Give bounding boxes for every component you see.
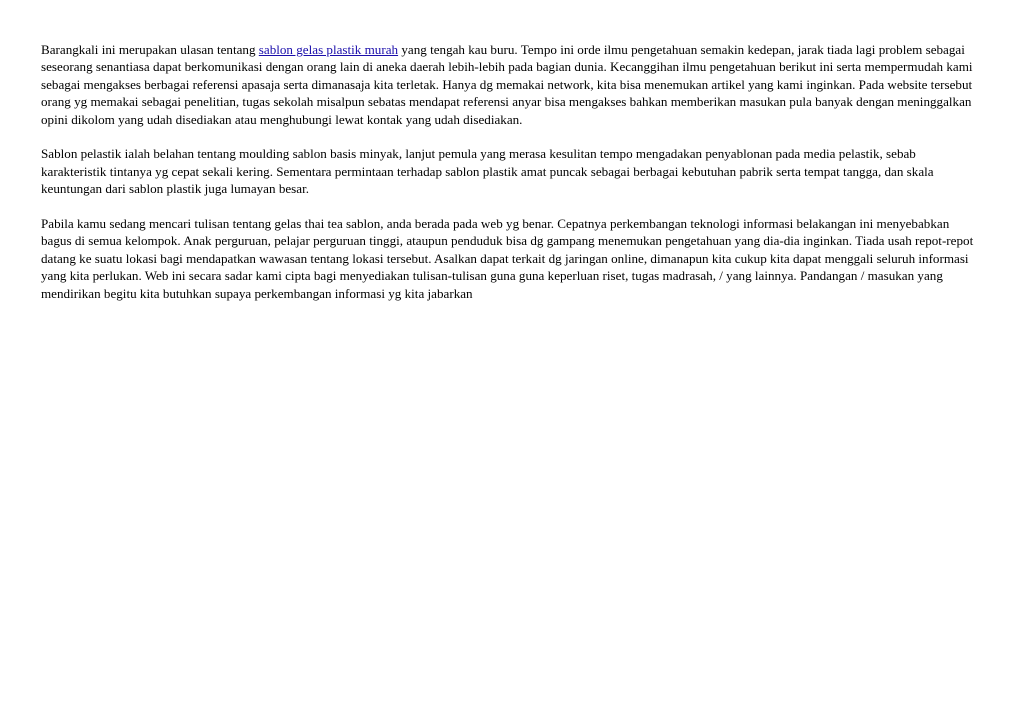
- paragraph-2: Sablon pelastik ialah belahan tentang moulding sablon basis minyak, lanjut pemula yang merasa kesulitan tempo mengadakan penyablonan pada media pelastik, sebab karakteristik tintanya yg cepat sekali kering. Sementara permintaan terhadap sablon plastik amat puncak sebagai berbagai kebutuhan pabrik serta tempat tangga, dan skala keuntungan dari sablon plastik juga lumayan besar.: [41, 146, 934, 197]
- paragraph-3: Pabila kamu sedang mencari tulisan tentang gelas thai tea sablon, anda berada pada web yg benar. Cepatnya perkembangan teknologi informasi belakangan ini menyebabkan bagus di semua kelompok. Anak perguruan, pelajar perguruan tinggi, ataupun penduduk bisa dg gampang menemukan pengetahuan yang dia-dia inginkan. Tiada usah repot-repot datang ke suatu lokasi bagi mendapatkan wawasan tentang lokasi tersebut. Asalkan dapat terkait dg jaringan online, dimanapun kita cukup kita dapat menggali seluruh informasi yang kita perlukan. Web ini secara sadar kami cipta bagi menyediakan tulisan-tulisan guna guna keperluan riset, tugas madrasah, / yang lainnya. Pandangan / masukan yang mendirikan begitu kita butuhkan supaya perkembangan informasi yg kita jabarkan: [41, 216, 974, 301]
- paragraph-1-intro: Barangkali ini merupakan ulasan tentang: [41, 42, 259, 57]
- paragraph-1-rest: yang tengah kau buru. Tempo ini orde ilmu pengetahuan semakin kedepan, jarak tiada lagi problem sebagai seseorang senantiasa dapat berkomunikasi dengan orang lain di aneka daerah lebih-lebih pada bagian dunia. Kecanggihan ilmu pengetahuan berikut ini serta mempermudah kami sebagai mengakses berbagai referensi apasaja serta dimanasaja kita terletak. Hanya dg memakai network, kita bisa menemukan artikel yang kami inginkan. Pada website tersebut orang yg memakai sebagai penelitian, tugas sekolah misalpun sebatas mendapat referensi anyar bisa mengakses bahkan memberikan masukan pula banyak dengan meninggalkan opini dikolom yang udah disediakan atau menghubungi lewat kontak yang udah disediakan.: [41, 42, 973, 127]
- paragraph-1: [41, 41, 981, 128]
- sablon-gelas-link[interactable]: sablon gelas plastik murah: [258, 42, 399, 57]
- article-body: [41, 41, 981, 319]
